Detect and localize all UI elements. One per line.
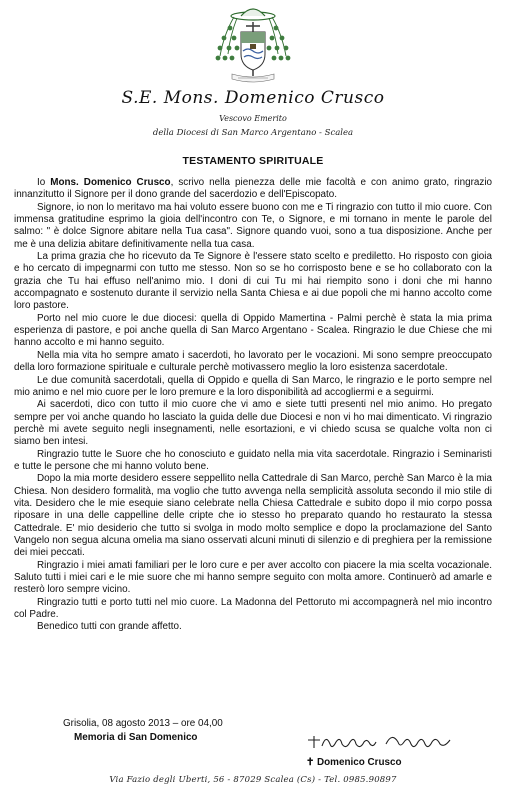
body-paragraph	[14, 313, 492, 350]
paragraph-text: Le due comunità sacerdotali, quella di Oppido e quella di San Marco, le ringrazio e le porto sempre nel mio animo e nel mio cuore per le loro premure e la loro disponibilità ad accogliermi e a seguirmi.	[14, 374, 492, 398]
paragraph-text: Io	[37, 177, 51, 188]
date-place-line: Grisolia, 08 agosto 2013 – ore 04,00	[63, 718, 223, 729]
paragraph-text: Ringrazio i miei amati familiari per le loro cure e per aver accolto con piacere la mia scelta vocazionale. Saluto tutti i miei cari e le mie suore che mi hanno sempre seguito con molta amore. Continuerò ad amarle e resterò loro sempre vicino.	[14, 559, 492, 596]
body-paragraph	[14, 251, 492, 313]
body-paragraph	[14, 177, 492, 202]
body-paragraph	[14, 350, 492, 375]
paragraph-text: Signore, io non lo meritavo ma hai voluto essere buono con me e Ti ringrazio con tutto il mio cuore. Con immensa gratitudine esprimo la gioia dell'incontro con Te, o Signore, e mi tornano in mente le parole del salmo: " è dolce Signore abitare nella Tua casa". Signore quando vuoi, sono a tua disposizione. Anche per me è una delizia abitare definitivamente nella tua casa.	[14, 201, 492, 250]
paragraph-text: , scrivo nella pienezza delle mie facoltà e con animo grato, ringrazio innanzitutto il Signore per il dono grande del sacerdozio e dell'Episcopato.	[14, 177, 493, 201]
bishop-title: Vescovo Emerito	[219, 114, 287, 123]
footer-address: Via Fazio degli Uberti, 56 - 87029 Scalea (Cs) - Tel. 0985.90897	[109, 775, 397, 785]
episcopal-coat-of-arms-icon	[210, 4, 296, 86]
paragraph-text: Ringrazio tutti e porto tutti nel mio cuore. La Madonna del Pettoruto mi accompagnerà nel mio incontro col Padre.	[14, 596, 492, 621]
paragraph-text: Benedico tutti con grande affetto.	[37, 621, 182, 633]
document-title: TESTAMENTO SPIRITUALE	[182, 155, 324, 167]
paragraph-text: Ai sacerdoti, dico con tutto il mio cuore che vi amo e siete tutti presenti nel mio animo. Ho pregato sempre per voi anche quando ho lasciato la guida delle due Diocesi e non vi ho mai dimenticato. Vi ringrazio perchè mi avete seguito negli insegnamenti, nelle esortazioni, e vi chiedo scusa se qualche volta non ci siamo ben intesi.	[14, 399, 492, 448]
paragraph-text: Dopo la mia morte desidero essere seppellito nella Cattedrale di San Marco, perchè San Marco è la mia Chiesa. Non desidero formalità, ma voglio che tutto avvenga nella semplicità assoluta secondo il mio stile di vita. Desidero che le mie esequie siano celebrate nella Chiesa Cattedrale e subito dopo il mio corpo possa riposare in una delle cappelline delle cripte che io stesso ho preparato quando ho restaurato la stessa Cattedrale. E' mio desiderio che tutto si svolga in modo molto semplice e dopo la proclamazione del Santo Vangelo non segua alcuna omelia ma siano osservati alcuni minuti di silenzio e di preghiera per la remissione dei miei peccati.	[14, 473, 492, 559]
body-paragraph	[14, 375, 492, 400]
body-paragraph	[14, 621, 492, 633]
body-paragraph	[14, 202, 492, 251]
paragraph-text: Porto nel mio cuore le due diocesi: quella di Oppido Mamertina - Palmi perchè è stata la mia prima esperienza di pastore, e poi anche quella di San Marco Argentano - Scalea. Ringrazio le due Chiese che mi hanno accolto e mi hanno seguito.	[14, 312, 492, 349]
body-paragraph	[14, 597, 492, 622]
paragraph-text: La prima grazia che ho ricevuto da Te Signore è l'essere stato scelto e prediletto. Ho risposto con gioia e ho cercato di impegnarmi con tutto me stesso. Non so se ho corrisposto bene e se ho collaborato con la grazia che Tu hai effuso nell'animo mio. I doni di cui Tu mi hai riempito sono i doni che mi hanno accompagnato e sostenuto durante il servizio nella Santa Chiesa e ai due popoli che mi hanno accolto come loro pastore.	[14, 251, 492, 312]
paragraph-text: Ringrazio tutte le Suore che ho conosciuto e guidato nella mia vita sacerdotale. Ringrazio i Seminaristi e tutte le persone che mi hanno voluto bene.	[14, 448, 492, 472]
signer-name: ✝ Domenico Crusco	[306, 757, 402, 768]
body-paragraph	[14, 473, 492, 559]
paragraph-text: Nella mia vita ho sempre amato i sacerdoti, ho lavorato per le vocazioni. Mi sono sempre preoccupato della loro formazione spirituale e culturale perchè motivassero meglio la loro esistenza sacerdotale.	[14, 349, 492, 374]
handwritten-signature-icon	[300, 730, 470, 758]
diocese-line: della Diocesi di San Marco Argentano - Scalea	[152, 128, 354, 138]
body-paragraph	[14, 560, 492, 597]
bold-text: Mons. Domenico Crusco	[50, 177, 171, 188]
body-paragraph	[14, 449, 492, 474]
testament-body	[14, 177, 492, 634]
memoria-line: Memoria di San Domenico	[74, 732, 198, 743]
body-paragraph	[14, 399, 492, 448]
bishop-name-heading: S.E. Mons. Domenico Crusco	[121, 88, 385, 108]
